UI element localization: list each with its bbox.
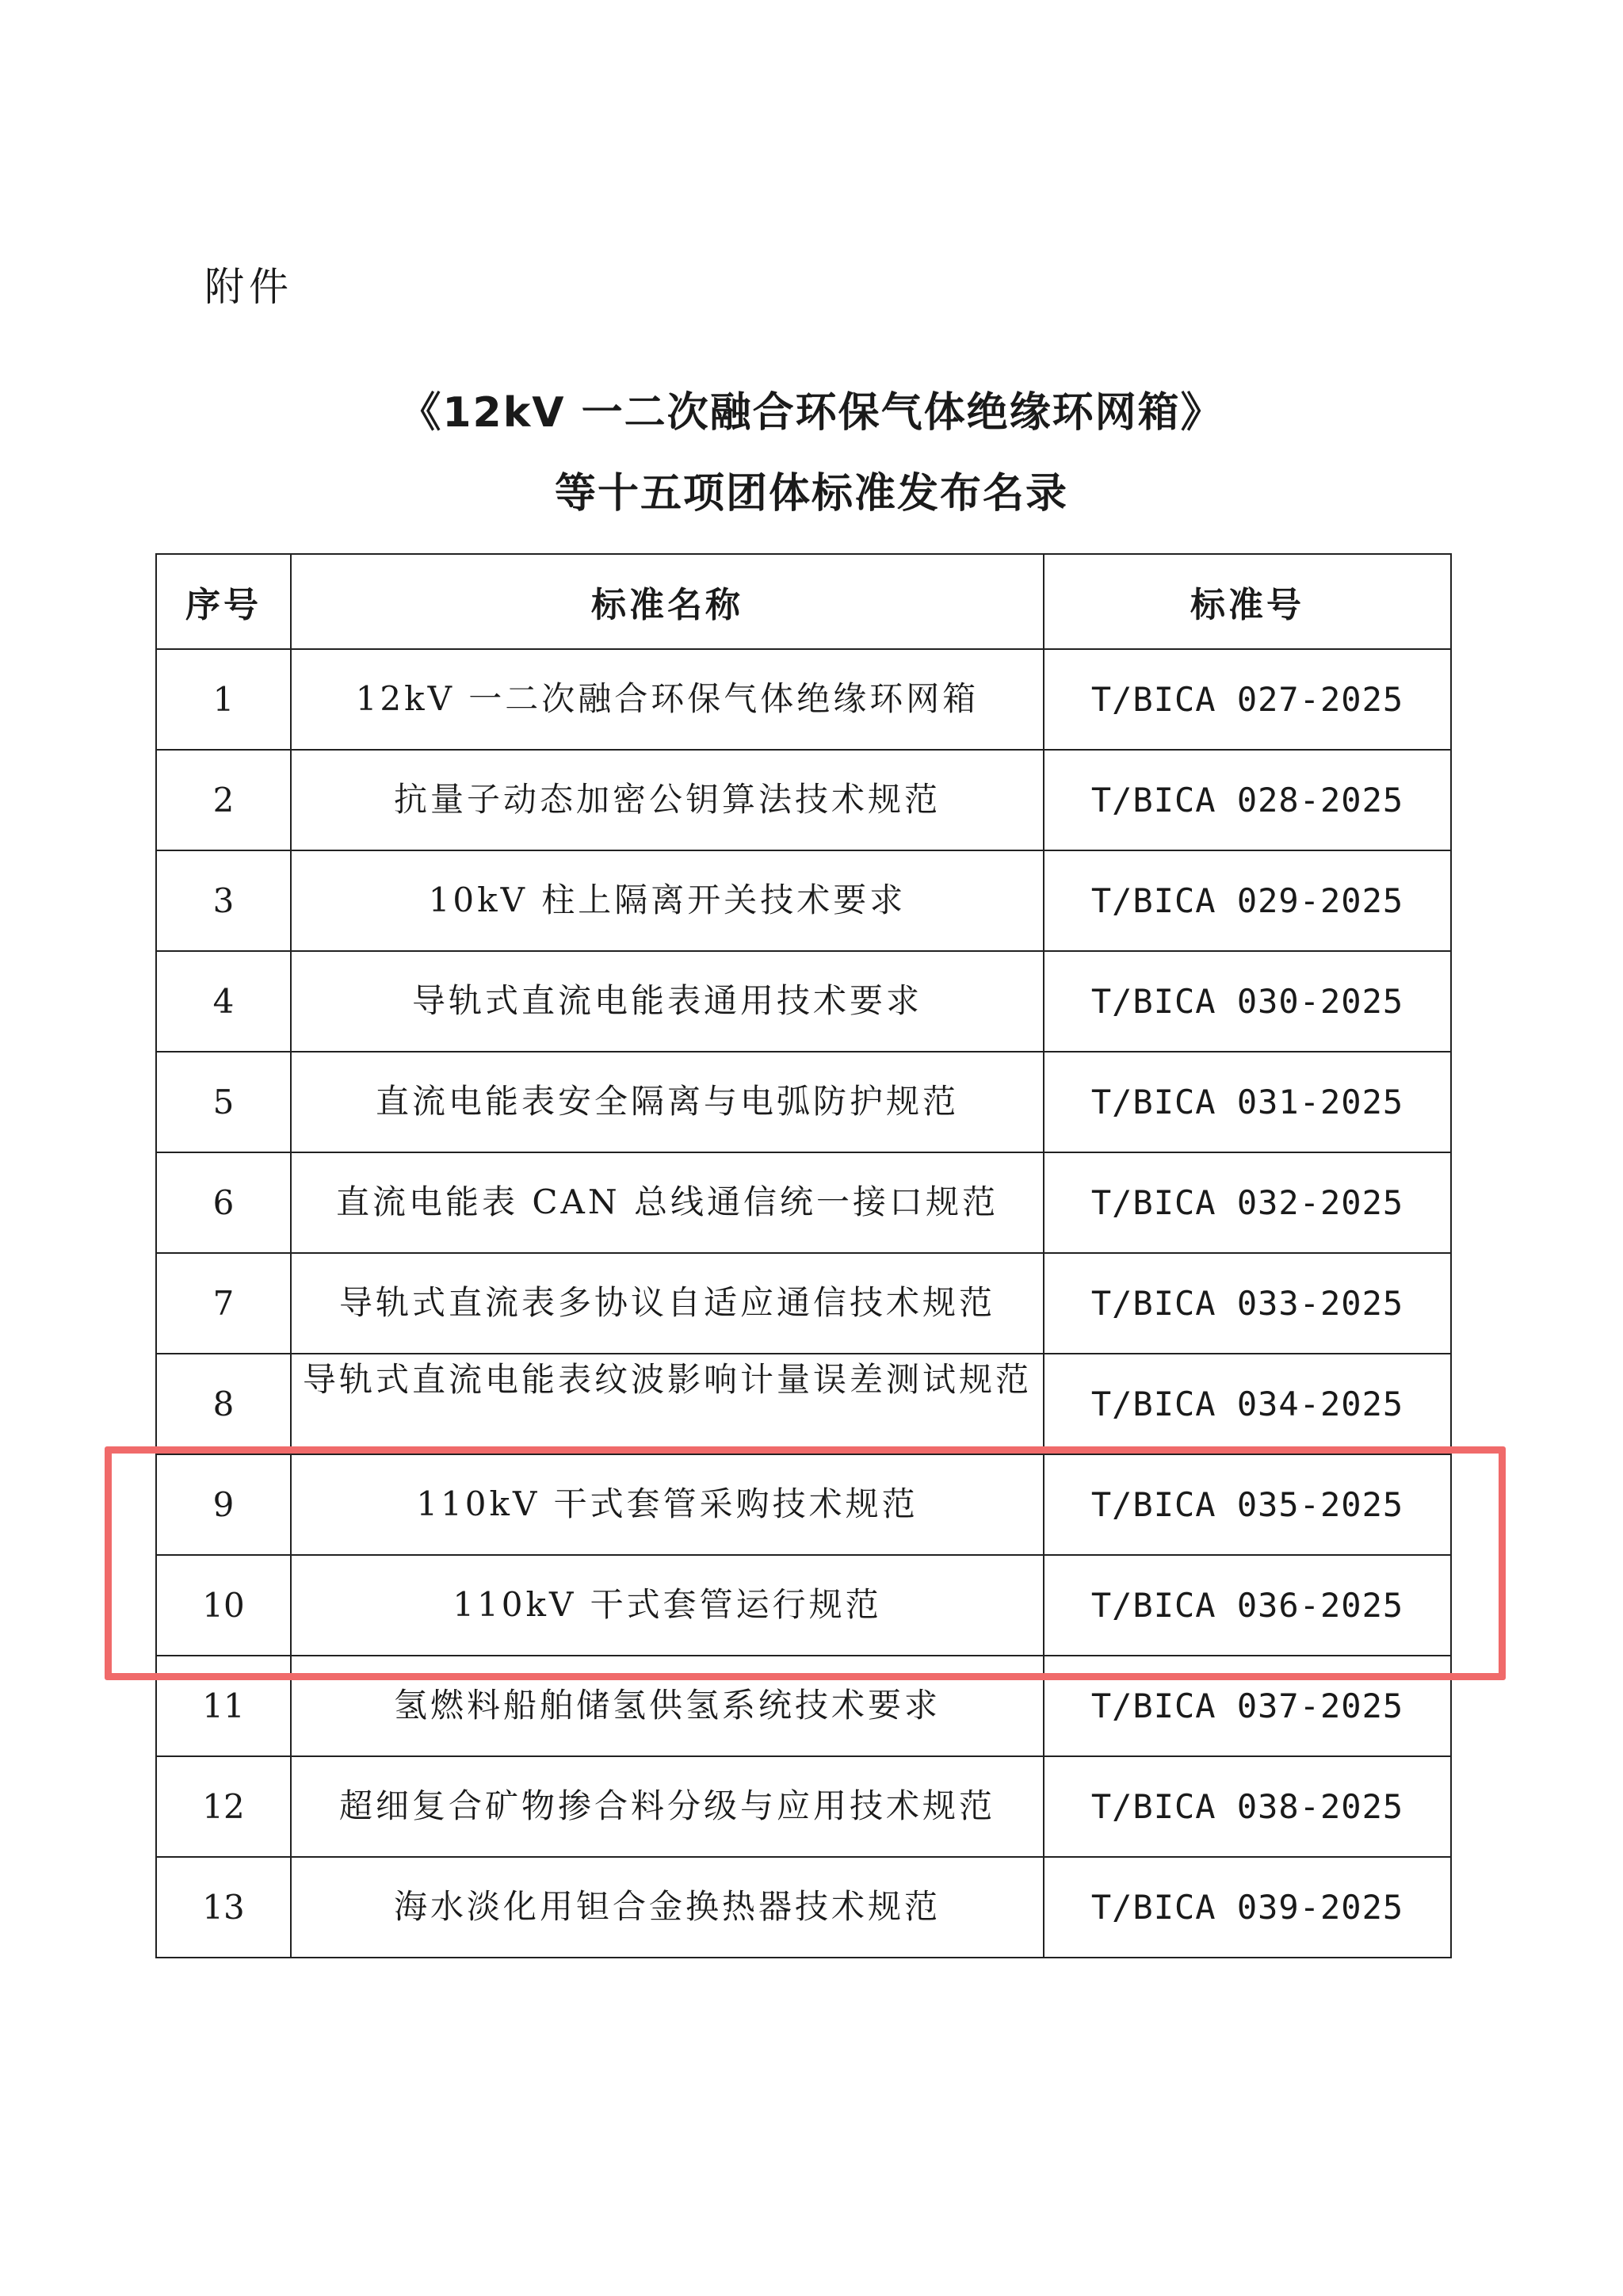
table-row — [156, 1454, 1451, 1555]
standard-name: 直流电能表 CAN 总线通信统一接口规范 — [291, 1152, 1044, 1253]
row-number: 8 — [156, 1354, 291, 1454]
row-number: 5 — [156, 1052, 291, 1152]
standard-name: 直流电能表安全隔离与电弧防护规范 — [291, 1052, 1044, 1152]
table-row — [156, 850, 1451, 951]
standard-code: T/BICA 036-2025 — [1044, 1555, 1451, 1656]
table-row — [156, 951, 1451, 1052]
standard-name: 导轨式直流表多协议自适应通信技术规范 — [291, 1253, 1044, 1354]
table-row — [156, 1555, 1451, 1656]
row-number: 7 — [156, 1253, 291, 1354]
table-row — [156, 750, 1451, 850]
standard-name: 抗量子动态加密公钥算法技术规范 — [291, 750, 1044, 850]
row-number: 3 — [156, 850, 291, 951]
row-number: 10 — [156, 1555, 291, 1656]
header-standard-code: 标准号 — [1044, 554, 1451, 649]
row-number: 6 — [156, 1152, 291, 1253]
table-row — [156, 1052, 1451, 1152]
row-number: 12 — [156, 1756, 291, 1857]
standard-name: 氢燃料船舶储氢供氢系统技术要求 — [291, 1656, 1044, 1756]
table-row — [156, 1354, 1451, 1454]
standard-code: T/BICA 027-2025 — [1044, 649, 1451, 750]
standard-code: T/BICA 031-2025 — [1044, 1052, 1451, 1152]
standard-name — [291, 1354, 1044, 1454]
standard-code: T/BICA 035-2025 — [1044, 1454, 1451, 1555]
standard-name: 110kV 干式套管采购技术规范 — [291, 1454, 1044, 1555]
table-row — [156, 1857, 1451, 1958]
document-title-line-1: 《12kV 一二次融合环保气体绝缘环网箱》 — [399, 389, 1224, 437]
row-number: 13 — [156, 1857, 291, 1958]
standard-code: T/BICA 037-2025 — [1044, 1656, 1451, 1756]
standard-code: T/BICA 032-2025 — [1044, 1152, 1451, 1253]
row-number: 11 — [156, 1656, 291, 1756]
standard-code: T/BICA 029-2025 — [1044, 850, 1451, 951]
table-row — [156, 649, 1451, 750]
row-number: 2 — [156, 750, 291, 850]
standard-code: T/BICA 038-2025 — [1044, 1756, 1451, 1857]
table-row — [156, 1756, 1451, 1857]
standard-code: T/BICA 034-2025 — [1044, 1354, 1451, 1454]
standards-table — [155, 553, 1452, 1958]
table-row — [156, 1253, 1451, 1354]
table-row — [156, 1656, 1451, 1756]
standard-name: 导轨式直流电能表通用技术要求 — [291, 951, 1044, 1052]
standard-name: 海水淡化用钽合金换热器技术规范 — [291, 1857, 1044, 1958]
standard-name-text: 导轨式直流电能表纹波影响计量误差测试规范 — [302, 1360, 1032, 1399]
standard-name: 12kV 一二次融合环保气体绝缘环网箱 — [291, 649, 1044, 750]
standard-name: 10kV 柱上隔离开关技术要求 — [291, 850, 1044, 951]
header-serial-number: 序号 — [156, 554, 291, 649]
standard-code: T/BICA 030-2025 — [1044, 951, 1451, 1052]
table-header-row — [156, 554, 1451, 649]
header-standard-name: 标准名称 — [291, 554, 1044, 649]
standard-code: T/BICA 039-2025 — [1044, 1857, 1451, 1958]
table-row — [156, 1152, 1451, 1253]
document-title-line-2: 等十五项团体标准发布名录 — [554, 470, 1068, 518]
row-number: 1 — [156, 649, 291, 750]
row-number: 4 — [156, 951, 291, 1052]
standard-code: T/BICA 028-2025 — [1044, 750, 1451, 850]
standard-name: 超细复合矿物掺合料分级与应用技术规范 — [291, 1756, 1044, 1857]
standard-code: T/BICA 033-2025 — [1044, 1253, 1451, 1354]
attachment-label: 附件 — [204, 264, 293, 310]
row-number: 9 — [156, 1454, 291, 1555]
standard-name: 110kV 干式套管运行规范 — [291, 1555, 1044, 1656]
